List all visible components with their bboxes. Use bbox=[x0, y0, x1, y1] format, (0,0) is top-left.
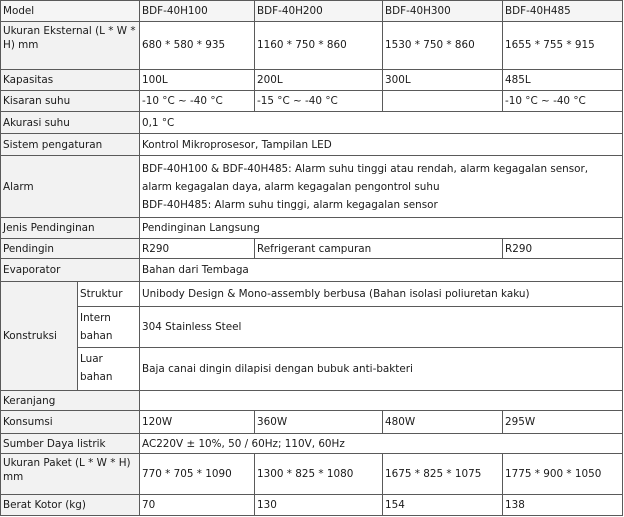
temp-range-label: Kisaran suhu bbox=[1, 91, 140, 112]
row-temp-range bbox=[1, 91, 623, 112]
refrigerant-value-3: R290 bbox=[503, 238, 623, 259]
row-construction-structure bbox=[1, 282, 623, 307]
dimensions-value-2: 1160 * 750 * 860 bbox=[255, 21, 383, 69]
row-power bbox=[1, 433, 623, 454]
row-control bbox=[1, 134, 623, 156]
row-dimensions bbox=[1, 21, 623, 69]
power-label: Sumber Daya listrik bbox=[1, 433, 140, 454]
alarm-line-2: alarm kegagalan daya, alarm kegagalan pengontrol suhu bbox=[142, 180, 440, 193]
consumption-label: Konsumsi bbox=[1, 411, 140, 434]
dimensions-value-1: 680 * 580 * 935 bbox=[140, 21, 255, 69]
alarm-value bbox=[140, 155, 623, 218]
outer-material-value: Baja canai dingin dilapisi dengan bubuk anti-bakteri bbox=[140, 347, 623, 390]
row-package bbox=[1, 454, 623, 495]
control-label: Sistem pengaturan bbox=[1, 134, 140, 156]
outer-material-label: Luar bahan bbox=[78, 347, 140, 390]
dimensions-value-3: 1530 * 750 * 860 bbox=[383, 21, 503, 69]
alarm-line-1: BDF-40H100 & BDF-40H485: Alarm suhu tinggi atau rendah, alarm kegagalan sensor, bbox=[142, 162, 589, 175]
evaporator-label: Evaporator bbox=[1, 259, 140, 282]
construction-label: Konstruksi bbox=[1, 282, 78, 391]
refrigerant-value-2: Refrigerant campuran bbox=[255, 238, 503, 259]
package-value-2: 1300 * 825 * 1080 bbox=[255, 454, 383, 495]
gross-weight-value-3: 154 bbox=[383, 495, 503, 516]
power-value: AC220V ± 10%, 50 / 60Hz; 110V, 60Hz bbox=[140, 433, 623, 454]
row-cooling-type bbox=[1, 218, 623, 239]
row-gross-weight bbox=[1, 495, 623, 516]
basket-value bbox=[140, 390, 623, 411]
package-value-3: 1675 * 825 * 1075 bbox=[383, 454, 503, 495]
gross-weight-value-1: 70 bbox=[140, 495, 255, 516]
cooling-type-value: Pendinginan Langsung bbox=[140, 218, 623, 239]
temp-range-value-2: -15 °C ~ -40 °C bbox=[255, 91, 383, 112]
inner-material-label: Intern bahan bbox=[78, 306, 140, 347]
consumption-value-2: 360W bbox=[255, 411, 383, 434]
capacity-value-3: 300L bbox=[383, 69, 503, 91]
alarm-label: Alarm bbox=[1, 155, 140, 218]
model-label: Model bbox=[1, 1, 140, 22]
temp-range-value-1: -10 °C ~ -40 °C bbox=[140, 91, 255, 112]
model-name-1: BDF-40H100 bbox=[140, 1, 255, 22]
gross-weight-label: Berat Kotor (kg) bbox=[1, 495, 140, 516]
row-capacity bbox=[1, 69, 623, 91]
model-name-3: BDF-40H300 bbox=[383, 1, 503, 22]
row-construction-outer bbox=[1, 347, 623, 390]
row-refrigerant bbox=[1, 238, 623, 259]
accuracy-value: 0,1 °C bbox=[140, 111, 623, 134]
structure-value: Unibody Design & Mono-assembly berbusa (Bahan isolasi poliuretan kaku) bbox=[140, 282, 623, 307]
control-value: Kontrol Mikroprosesor, Tampilan LED bbox=[140, 134, 623, 156]
capacity-value-2: 200L bbox=[255, 69, 383, 91]
row-construction-inner bbox=[1, 306, 623, 347]
capacity-value-4: 485L bbox=[503, 69, 623, 91]
basket-label: Keranjang bbox=[1, 390, 140, 411]
consumption-value-4: 295W bbox=[503, 411, 623, 434]
refrigerant-value-1: R290 bbox=[140, 238, 255, 259]
temp-range-value-4: -10 °C ~ -40 °C bbox=[503, 91, 623, 112]
row-model bbox=[1, 1, 623, 22]
model-name-4: BDF-40H485 bbox=[503, 1, 623, 22]
alarm-line-3: BDF-40H485: Alarm suhu tinggi, alarm kegagalan sensor bbox=[142, 198, 438, 211]
package-label: Ukuran Paket (L * W * H) mm bbox=[1, 454, 140, 495]
inner-material-value: 304 Stainless Steel bbox=[140, 306, 623, 347]
consumption-value-1: 120W bbox=[140, 411, 255, 434]
structure-label: Struktur bbox=[78, 282, 140, 307]
dimensions-label: Ukuran Eksternal (L * W * H) mm bbox=[1, 21, 140, 69]
consumption-value-3: 480W bbox=[383, 411, 503, 434]
model-name-2: BDF-40H200 bbox=[255, 1, 383, 22]
accuracy-label: Akurasi suhu bbox=[1, 111, 140, 134]
dimensions-value-4: 1655 * 755 * 915 bbox=[503, 21, 623, 69]
row-accuracy bbox=[1, 111, 623, 134]
refrigerant-label: Pendingin bbox=[1, 238, 140, 259]
capacity-value-1: 100L bbox=[140, 69, 255, 91]
gross-weight-value-4: 138 bbox=[503, 495, 623, 516]
row-basket bbox=[1, 390, 623, 411]
evaporator-value: Bahan dari Tembaga bbox=[140, 259, 623, 282]
row-evaporator bbox=[1, 259, 623, 282]
row-consumption bbox=[1, 411, 623, 434]
row-alarm bbox=[1, 155, 623, 218]
cooling-type-label: Jenis Pendinginan bbox=[1, 218, 140, 239]
package-value-1: 770 * 705 * 1090 bbox=[140, 454, 255, 495]
package-value-4: 1775 * 900 * 1050 bbox=[503, 454, 623, 495]
gross-weight-value-2: 130 bbox=[255, 495, 383, 516]
capacity-label: Kapasitas bbox=[1, 69, 140, 91]
temp-range-value-3 bbox=[383, 91, 503, 112]
